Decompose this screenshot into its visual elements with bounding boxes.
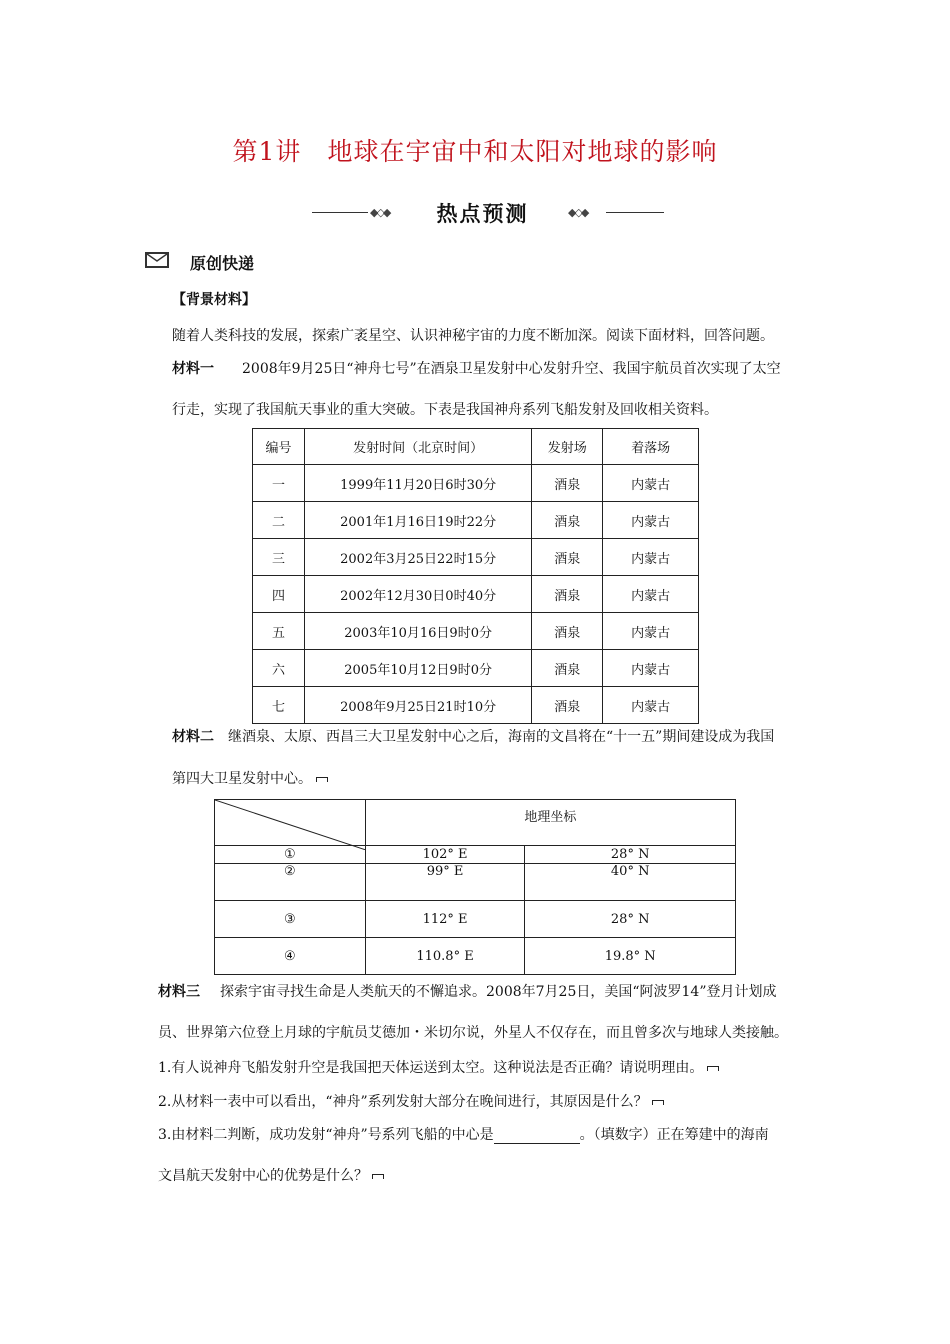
table-header: 发射时间（北京时间） [304,429,531,465]
table-header: 着落场 [603,429,699,465]
table-cell: 102° E [365,846,525,864]
question-2-text: 2.从材料一表中可以看出，“神舟”系列发射大部分在晚间进行，其原因是什么？ [158,1094,648,1110]
table-cell: 112° E [365,901,525,938]
banner [300,198,680,228]
table-cell: 2005年10月12日9时0分 [304,650,531,687]
table-header: 发射场 [532,429,603,465]
table-header: 编号 [253,429,305,465]
material-three-label: 材料三 [158,984,200,1000]
question-3-text3: 文昌航天发射中心的优势是什么？ [158,1168,368,1184]
table-row [215,938,736,975]
table-row [253,687,699,724]
table-cell: 二 [253,502,305,539]
table-row [253,502,699,539]
table-row [253,465,699,502]
banner-text: 热点预测 [436,202,529,226]
table-cell: ③ [215,901,366,938]
answer-mark-icon [316,777,328,782]
question-2 [158,1091,664,1111]
table-cell: 酒泉 [532,576,603,613]
material-one-text: 2008年9月25日“神舟七号”在酒泉卫星发射中心发射升空、我国宇航员首次实现了太空 [242,361,781,377]
lesson-topic: 地球在宇宙中和太阳对地球的影响 [327,137,718,166]
material-one-label: 材料一 [172,361,214,377]
table-cell: 酒泉 [532,687,603,724]
table-cell: 内蒙古 [603,687,699,724]
table-row [253,650,699,687]
table-cell: 2003年10月16日9时0分 [304,613,531,650]
table-row [215,901,736,938]
table-cell: 四 [253,576,305,613]
table-cell: 七 [253,687,305,724]
envelope-icon [145,252,169,268]
table-cell: 六 [253,650,305,687]
answer-blank[interactable] [494,1129,580,1144]
table-cell: 一 [253,465,305,502]
table-row [215,864,736,901]
launch-table [252,428,699,724]
question-1-text: 1.有人说神舟飞船发射升空是我国把天体运送到太空。这种说法是否正确？请说明理由。 [158,1060,704,1076]
question-3 [158,1124,769,1144]
table-cell: 1999年11月20日6时30分 [304,465,531,502]
table-cell: 三 [253,539,305,576]
answer-mark-icon [372,1174,384,1179]
table-cell: 110.8° E [365,938,525,975]
material-one-line1 [172,358,781,378]
table-header-row [215,800,736,846]
material-three-text: 探索宇宙寻找生命是人类航天的不懈追求。2008年7月25日，美国“阿波罗14”登月计划成 [220,984,777,1000]
table-cell: 2002年3月25日22时15分 [304,539,531,576]
coordinate-table [214,799,736,975]
material-two-text2: 第四大卫星发射中心。 [172,771,312,787]
table-cell: 28° N [525,901,736,938]
material-two-text: 继酒泉、太原、西昌三大卫星发射中心之后，海南的文昌将在“十一五”期间建设成为我国 [228,729,775,745]
table-cell: 2008年9月25日21时10分 [304,687,531,724]
table-cell: 2001年1月16日19时22分 [304,502,531,539]
material-three-line2: 员、世界第六位登上月球的宇航员艾德加・米切尔说，外星人不仅存在，而且曾多次与地球人类接触。 [158,1025,788,1041]
table-cell: 内蒙古 [603,576,699,613]
table-cell: 2002年12月30日0时40分 [304,576,531,613]
banner-right-ornament: ◆◇◆ [568,206,588,219]
table-cell: 酒泉 [532,502,603,539]
table-row [253,613,699,650]
page-title [0,132,950,168]
table-row [253,576,699,613]
table-cell: 内蒙古 [603,539,699,576]
banner-left-ornament: ◆◇◆ [370,206,390,219]
material-two-label: 材料二 [172,729,214,745]
table-cell: ② [215,864,366,901]
material-two-line1 [172,726,774,746]
table-cell: 酒泉 [532,650,603,687]
question-1 [158,1057,719,1077]
table-cell: ① [215,846,366,864]
lesson-number: 第1讲 [232,137,302,166]
table-cell: 99° E [365,864,525,901]
material-two-line2 [172,768,328,788]
table-cell: 五 [253,613,305,650]
table-cell: 28° N [525,846,736,864]
diagonal-header-cell [215,800,366,846]
question-3-cont [158,1165,384,1185]
table-cell: 酒泉 [532,613,603,650]
table-row [253,539,699,576]
table-cell: 内蒙古 [603,613,699,650]
question-3-text2: 。（填数字）正在筹建中的海南 [579,1127,769,1143]
table-header-row [253,429,699,465]
table-cell: 内蒙古 [603,650,699,687]
table-cell: 40° N [525,864,736,901]
table-cell: 酒泉 [532,539,603,576]
table-cell: 内蒙古 [603,502,699,539]
table-cell: 19.8° N [525,938,736,975]
banner-right-line [606,212,664,213]
answer-mark-icon [652,1100,664,1105]
material-one-line2: 行走，实现了我国航天事业的重大突破。下表是我国神舟系列飞船发射及回收相关资料。 [172,402,718,418]
table-cell: 酒泉 [532,465,603,502]
answer-mark-icon [707,1066,719,1071]
table-cell: 内蒙古 [603,465,699,502]
background-label: 【背景材料】 [172,292,256,308]
section-title: 原创快递 [190,254,255,273]
table-cell: ④ [215,938,366,975]
material-three-line1 [158,981,776,1001]
table-header: 地理坐标 [365,800,735,846]
intro-text: 随着人类科技的发展，探索广袤星空、认识神秘宇宙的力度不断加深。阅读下面材料，回答问题。 [172,328,774,344]
question-3-text: 3.由材料二判断，成功发射“神舟”号系列飞船的中心是 [158,1127,494,1143]
